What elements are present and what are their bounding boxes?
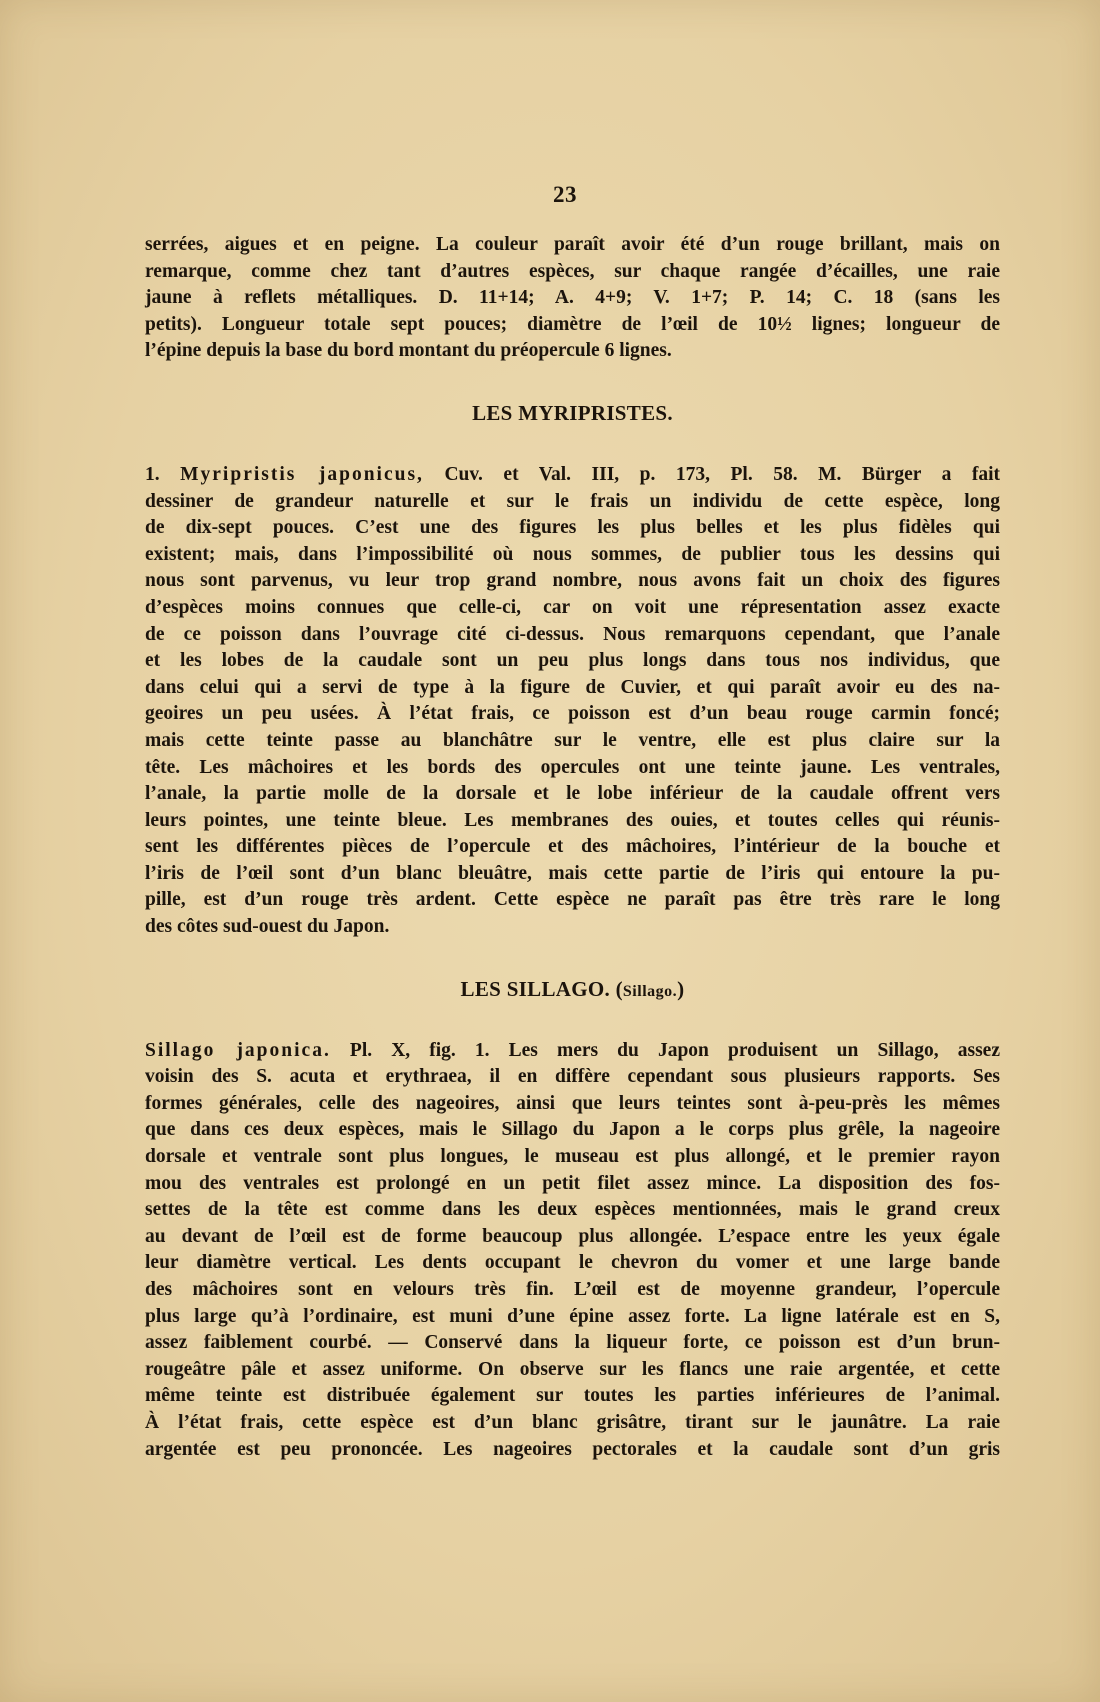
- paragraph-line: argentée est peu prononcée. Les nageoires pectorales et la caudale sont d’un gris: [145, 1438, 1000, 1460]
- paragraph-line: jaune à reflets métalliques. D. 11+14; A. 4+9; V. 1+7; P. 14; C. 18 (sans les: [145, 287, 1000, 309]
- section-heading-sillago: [145, 977, 1000, 1002]
- paragraph-line: l’iris de l’œil sont d’un blanc bleuâtre, mais cette partie de l’iris qui entoure la pu-: [145, 862, 1000, 884]
- paragraph-line: d’espèces moins connues que celle-ci, car on voit une répresentation assez exacte: [145, 596, 1000, 618]
- paragraph-line: l’anale, la partie molle de la dorsale et le lobe inférieur de la caudale offrent vers: [145, 783, 1000, 805]
- paragraph-line: formes générales, celle des nageoires, ainsi que leurs teintes sont à-peu-près les mêmes: [145, 1092, 1000, 1114]
- paragraph-line: des mâchoires sont en velours très fin. L’œil est de moyenne grandeur, l’opercule: [145, 1279, 1000, 1300]
- paragraph-line: rougeâtre pâle et assez uniforme. On observe sur les flancs une raie argentée, et cette: [145, 1358, 1000, 1380]
- paragraph-line: leurs pointes, une teinte bleue. Les membranes des ouies, et toutes celles qui réunis-: [145, 809, 1000, 831]
- paragraph-line-rest: Cuv. et Val. III, p. 173, Pl. 58. M. Bürger a fait: [444, 463, 1000, 485]
- paragraph-line: même teinte est distribuée également sur toutes les parties inférieures de l’animal.: [145, 1385, 1000, 1407]
- paragraph-line: mais cette teinte passe au blanchâtre sur le ventre, elle est plus claire sur la: [145, 729, 1000, 751]
- paragraph-line-rest: Pl. X, fig. 1. Les mers du Japon produisent un Sillago, assez: [349, 1039, 1000, 1061]
- paragraph-line: voisin des S. acuta et erythraea, il en diffère cependant sous plusieurs rapports. Ses: [145, 1066, 1000, 1088]
- paragraph-line: serrées, aigues et en peigne. La couleur paraît avoir été d’un rouge brillant, mais on: [145, 234, 1000, 255]
- paragraph-line: dessiner de grandeur naturelle et sur le frais un individu de cette espèce, long: [145, 490, 1000, 512]
- paragraph-sillago-japonica: [145, 1038, 1000, 1464]
- heading-paren-close: ): [677, 976, 685, 1001]
- paragraph-myripristis-japonicus: [145, 462, 1000, 941]
- paragraph-line: petits). Longueur totale sept pouces; diamètre de l’œil de 10½ lignes; longueur de: [145, 313, 1000, 335]
- paragraph-line: que dans ces deux espèces, mais le Sillago du Japon a le corps plus grêle, la nageoire: [145, 1119, 1000, 1141]
- paragraph-line: mou des ventrales est prolongé en un petit filet assez mince. La disposition des fos-: [145, 1172, 1000, 1194]
- paragraph-line: de ce poisson dans l’ouvrage cité ci-dessus. Nous remarquons cependant, que l’anale: [145, 623, 1000, 645]
- paragraph-line: geoires un peu usées. À l’état frais, ce poisson est d’un beau rouge carmin foncé;: [145, 703, 1000, 725]
- page-text: [145, 232, 1000, 1463]
- heading-main: LES SILLAGO.: [460, 976, 611, 1001]
- page-number: 23: [553, 182, 577, 207]
- paragraph-line: [145, 1038, 1000, 1065]
- species-name: Sillago japonica.: [145, 1039, 331, 1061]
- heading-small-caps: Sillago.: [622, 982, 678, 1000]
- paragraph-line: de dix-sept pouces. C’est une des figures les plus belles et les plus fidèles qui: [145, 517, 1000, 539]
- paragraph-line: plus large qu’à l’ordinaire, est muni d’une épine assez forte. La ligne latérale est en S,: [145, 1305, 1000, 1327]
- section-heading-myripristes: LES MYRIPRISTES.: [472, 400, 673, 425]
- paragraph-line: au devant de l’œil est de forme beaucoup plus allongée. L’espace entre les yeux égale: [145, 1225, 1000, 1247]
- paragraph-line: pille, est d’un rouge très ardent. Cette espèce ne paraît pas être très rare le long: [145, 889, 1000, 911]
- paragraph-line: et les lobes de la caudale sont un peu plus longs dans tous nos individus, que: [145, 650, 1000, 672]
- paragraph-line: existent; mais, dans l’impossibilité où nous sommes, de publier tous les dessins qui: [145, 543, 1000, 565]
- heading-paren-open: (: [615, 976, 623, 1001]
- paragraph-line: À l’état frais, cette espèce est d’un blanc grisâtre, tirant sur le jaunâtre. La raie: [145, 1411, 1000, 1433]
- paragraph-continued: [145, 232, 1000, 365]
- paragraph-line: l’épine depuis la base du bord montant du préopercule 6 lignes.: [145, 340, 672, 362]
- paragraph-line: tête. Les mâchoires et les bords des opercules ont une teinte jaune. Les ventrales,: [145, 756, 1000, 778]
- species-name: Myripristis japonicus,: [180, 463, 424, 485]
- paragraph-line: dorsale et ventrale sont plus longues, le museau est plus allongé, et le premier rayon: [145, 1146, 1000, 1168]
- paragraph-line: leur diamètre vertical. Les dents occupant le chevron du vomer et une large bande: [145, 1252, 1000, 1274]
- paragraph-line: remarque, comme chez tant d’autres espèces, sur chaque rangée d’écailles, une raie: [145, 260, 1000, 282]
- paragraph-line: des côtes sud-ouest du Japon.: [145, 916, 390, 938]
- paragraph-line: dans celui qui a servi de type à la figure de Cuvier, et qui paraît avoir eu des na-: [145, 676, 1000, 698]
- paragraph-line: [145, 462, 1000, 489]
- paragraph-line: settes de la tête est comme dans les deux espèces mentionnées, mais le grand creux: [145, 1199, 1000, 1221]
- paragraph-line: sent les différentes pièces de l’opercule et des mâchoires, l’intérieur de la bouche et: [145, 836, 1000, 858]
- entry-number: 1.: [145, 463, 160, 485]
- paragraph-line: nous sont parvenus, vu leur trop grand nombre, nous avons fait un choix des figures: [145, 570, 1000, 592]
- paragraph-line: assez faiblement courbé. — Conservé dans la liqueur forte, ce poisson est d’un brun-: [145, 1332, 1000, 1354]
